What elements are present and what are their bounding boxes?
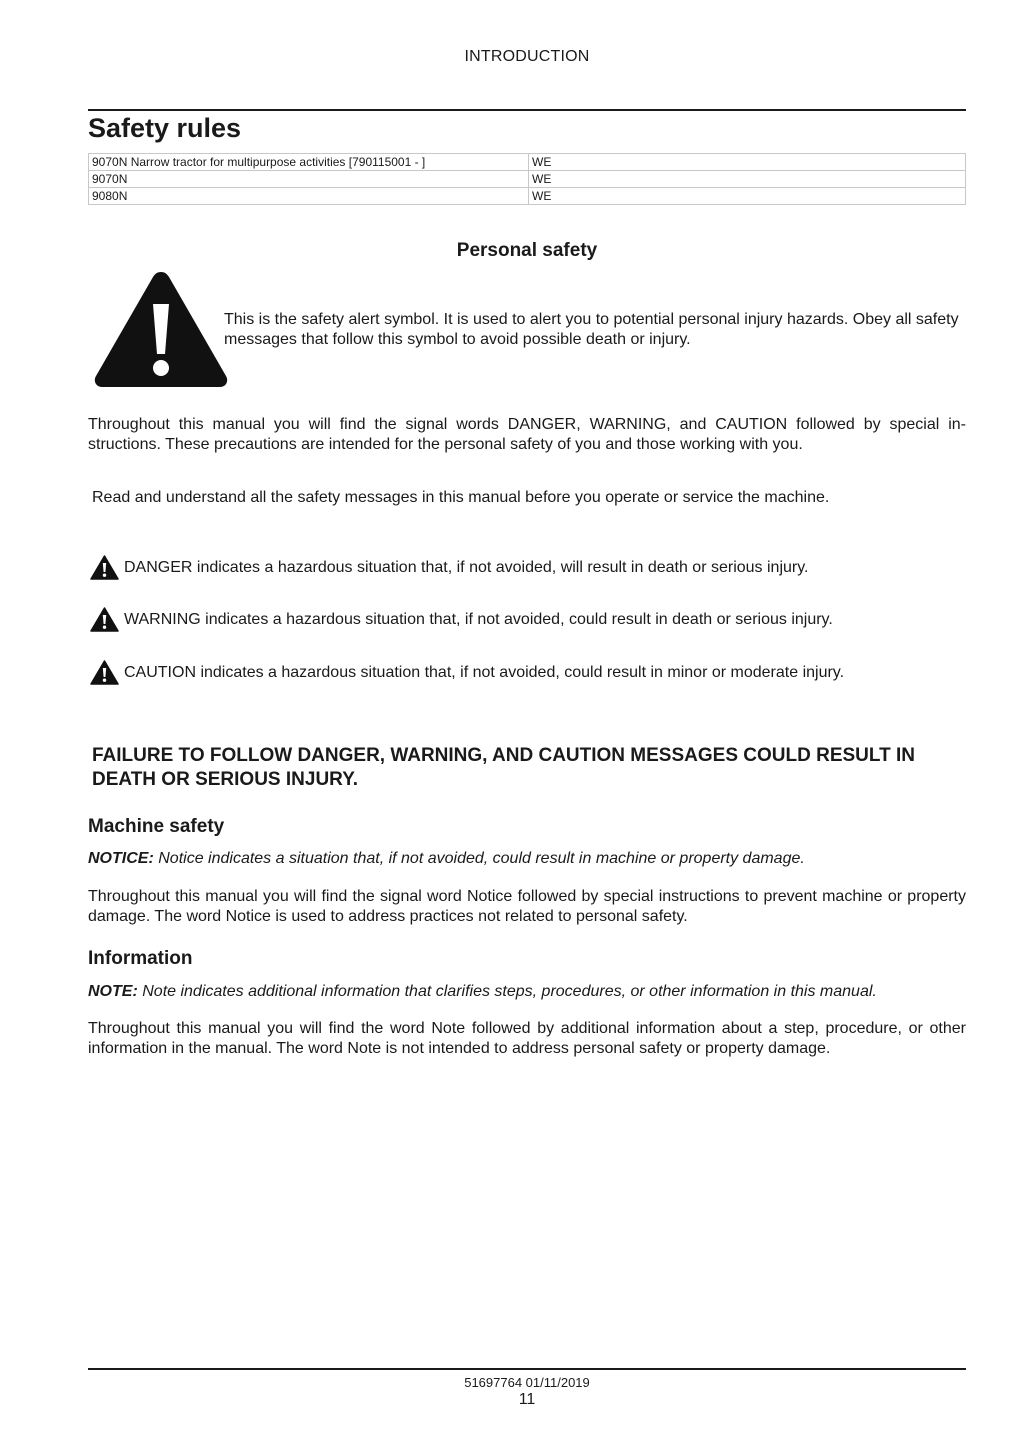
footer-rule — [88, 1368, 966, 1370]
information-title: Information — [88, 948, 193, 969]
caution-alert-icon — [90, 660, 119, 685]
model-cell: 9070N Narrow tractor for multipurpose activities [790115001 - ] — [89, 154, 529, 171]
table-row — [89, 171, 966, 188]
personal-safety-title: Personal safety — [456, 240, 598, 261]
model-cell: 9080N — [89, 188, 529, 205]
warning-alert-icon — [90, 607, 119, 632]
caution-signal — [90, 660, 844, 685]
page-number: 11 — [518, 1391, 536, 1408]
safety-alert-icon — [92, 268, 230, 390]
region-cell: WE — [529, 171, 966, 188]
notice-label: NOTICE: — [88, 850, 154, 867]
warning-signal — [90, 607, 833, 632]
notice-text: Notice indicates a situation that, if not avoided, could result in machine or property damage. — [158, 850, 805, 867]
footer-doc-ref: 51697764 01/11/2019 — [464, 1375, 590, 1390]
notice-line — [88, 850, 966, 868]
note-line — [88, 983, 966, 1001]
machine-safety-title: Machine safety — [88, 816, 225, 837]
applicability-table — [88, 153, 966, 205]
table-row — [89, 154, 966, 171]
failure-warning: FAILURE TO FOLLOW DANGER, WARNING, AND CAUTION MESSAGES COULD RESULT IN DEATH OR SERIOUS INJURY. — [92, 745, 915, 790]
header-rule — [88, 109, 966, 111]
alert-symbol-text: This is the safety alert symbol. It is used to alert you to potential personal injury hazards. Obey all safety messages that follow this symbol to avoid possible death or injury. — [224, 311, 959, 348]
note-text: Note indicates additional information that clarifies steps, procedures, or other information in this manual. — [142, 983, 877, 1000]
signal-words-paragraph: Throughout this manual you will find the signal words DANGER, WARNING, and CAUTION followed by special in-structions. These precautions are intended for the personal safety of you and those working with you. — [88, 416, 966, 453]
machine-safety-paragraph: Throughout this manual you will find the signal word Notice followed by special instructions to prevent machine or property damage. The word Notice is used to address practices not related to personal safety. — [88, 888, 966, 925]
danger-alert-icon — [90, 555, 119, 580]
danger-signal-text: DANGER indicates a hazardous situation that, if not avoided, will result in death or serious injury. — [124, 558, 809, 576]
read-understand-paragraph: Read and understand all the safety messages in this manual before you operate or service the machine. — [92, 489, 830, 506]
caution-signal-text: CAUTION indicates a hazardous situation that, if not avoided, could result in minor or moderate injury. — [124, 663, 845, 681]
page-title: Safety rules — [88, 113, 242, 143]
note-label: NOTE: — [88, 983, 138, 1000]
information-paragraph: Throughout this manual you will find the word Note followed by additional information about a step, procedure, or other information in the manual. The word Note is not intended to address personal safety or property damage. — [88, 1020, 966, 1057]
running-header: INTRODUCTION — [464, 48, 590, 65]
model-cell: 9070N — [89, 171, 529, 188]
region-cell: WE — [529, 188, 966, 205]
warning-signal-text: WARNING indicates a hazardous situation that, if not avoided, could result in death or serious injury. — [124, 610, 833, 628]
region-cell: WE — [529, 154, 966, 171]
table-row — [89, 188, 966, 205]
danger-signal — [90, 555, 809, 580]
